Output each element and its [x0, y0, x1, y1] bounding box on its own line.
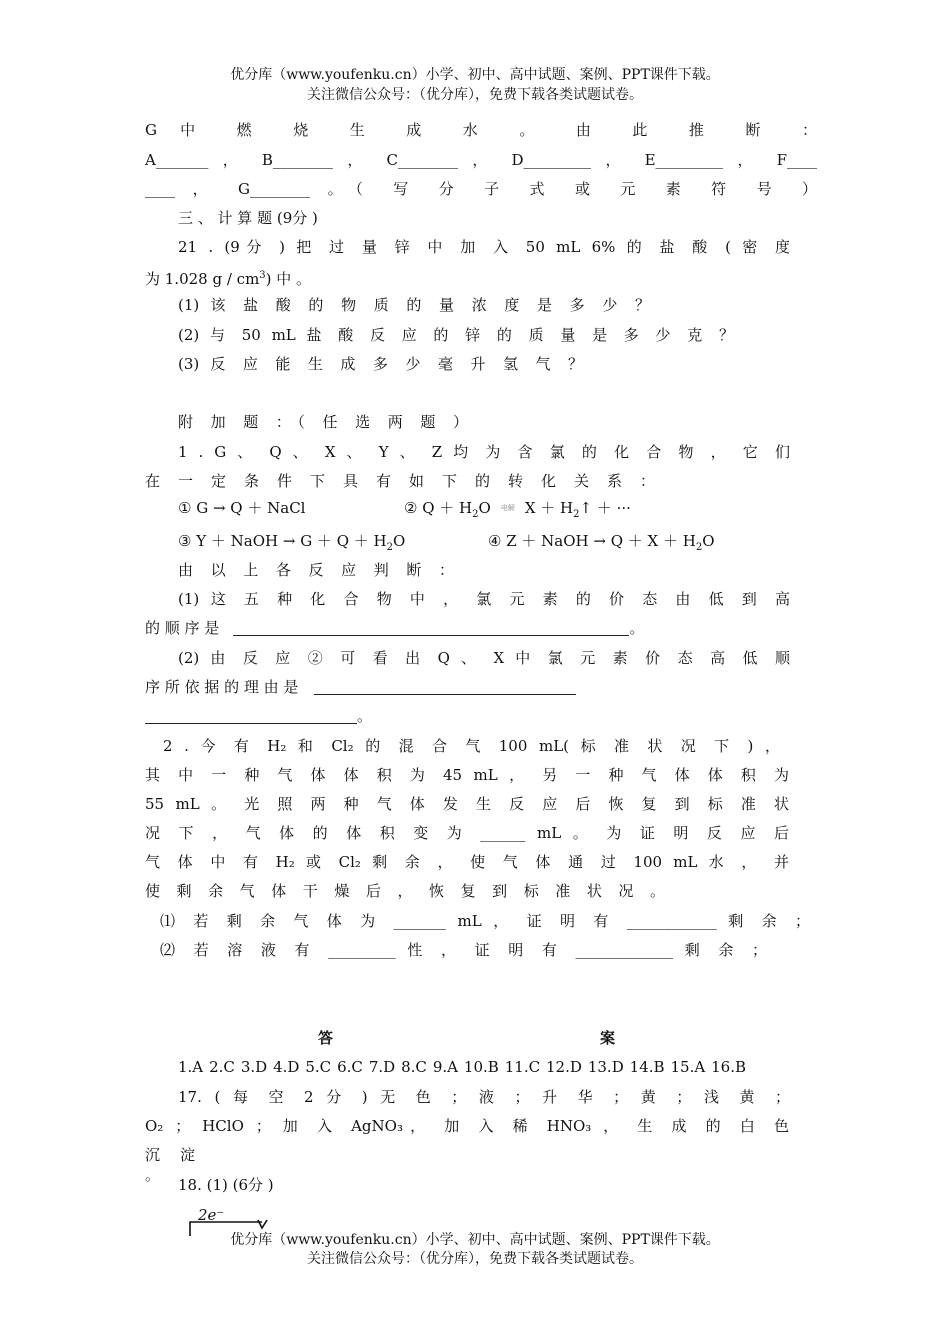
answer-17-line-1: 17. ( 每 空 2 分 ) 无 色 ； 液 ； 升 华 ； 黄 ； 浅 黄 ； [178, 1088, 790, 1106]
footer-line-1: 优分库（www.youfenku.cn）小学、初中、高中试题、案例、PPT课件下载。 [230, 1232, 720, 1248]
extra-p2-line-3: 55 mL 。 光 照 两 种 气 体 发 生 反 应 后 恢 复 到 标 准 状 [145, 795, 789, 813]
q21-sub-1: (1) 该 盐 酸 的 物 质 的 量 浓 度 是 多 少 ？ [178, 296, 650, 314]
q21-sub-3: (3) 反 应 能 生 成 多 少 毫 升 氢 气 ？ [178, 355, 583, 373]
extra-p2-line-7: ⑴ 若 剩 余 气 体 为 _______ mL ， 证 明 有 ____________ 剩 余 ； [160, 912, 810, 930]
extra-p2-line-6: 使 剩 余 气 体 干 燥 后 ， 恢 复 到 标 准 状 况 。 [145, 882, 665, 900]
reaction-2: ② $Q + H_2O$ 电解 $X + H_2↑$ ＋ ··· [404, 499, 631, 520]
extra-s2-line-2: 序 所 依 据 的 理 由 是 [145, 677, 817, 697]
section-3-title: 三 、 计 算 题 (9分 ) [178, 209, 318, 227]
extra-p2-line-2: 其 中 一 种 气 体 体 积 为 45 mL ， 另 一 种 气 体 体 积 为 [145, 766, 789, 784]
answers-title-left: 答 [318, 1029, 334, 1047]
extra-p2-line-1: 2 . 今 有 H₂ 和 Cl₂ 的 混 合 气 100 mL( 标 准 状 况 下 ) ， [163, 737, 780, 755]
answers-title-right: 案 [600, 1029, 616, 1047]
footer-line-2: 关注微信公众号：（优分库），免费下载各类试题试卷。 [307, 1251, 643, 1267]
reaction-line-1 [178, 498, 778, 518]
q21-line-2: 为 1.028 g / $cm^3$) 中 。 [145, 270, 312, 288]
extra-p2-line-8: ⑵ 若 溶 液 有 _________ 性 ， 证 明 有 _____________ 剩 余 ； [160, 941, 767, 959]
reaction-4: ④ Z ＋ NaOH → $Q + X + H_2O$ [488, 532, 715, 553]
extra-p1-line-2: 在 一 定 条 件 下 具 有 如 下 的 转 化 关 系 ： [145, 472, 655, 490]
extra-title: 附 加 题 ：（ 任 选 两 题 ） [178, 413, 468, 431]
extra-p1-line-1: 1 . G 、 Q 、 X 、 Y 、 Z 均 为 含 氯 的 化 合 物 ， 它 们 [178, 443, 790, 461]
electron-transfer-label: 2e⁻ [198, 1206, 225, 1224]
q21-sub-2: (2) 与 50 mL 盐 酸 反 应 的 锌 的 质 量 是 多 少 克 ？ [178, 326, 734, 344]
answer-blank [233, 619, 629, 636]
reaction-1: ① G → Q ＋ NaCl [178, 499, 306, 517]
reaction-line-2 [178, 531, 778, 558]
electrolysis-arrow: 电解 [500, 504, 515, 512]
header-line-1: 优分库（www.youfenku.cn）小学、初中、高中试题、案例、PPT课件下载。 [230, 67, 720, 83]
answer-blank [314, 678, 576, 695]
answer-blank [145, 707, 357, 724]
extra-p2-line-5: 气 体 中 有 H₂ 或 Cl₂ 剩 余 ， 使 气 体 通 过 100 mL 水 ， 并 [145, 853, 789, 871]
q21-line-1: 21 . (9分 ) 把 过 量 锌 中 加 入 50 mL 6% 的 盐 酸 ( 密 度 [178, 238, 790, 256]
answer-17-line-2: O₂ ； HClO ； 加 入 AgNO₃， 加 入 稀 HNO₃ ， 生 成 的 白 色 [145, 1117, 789, 1135]
extra-s2-line-1: (2) 由 反 应 ② 可 看 出 Q 、 X 中 氯 元 素 价 态 高 低 顺 [178, 649, 790, 667]
extra-p2-line-4: 况 下 ， 气 体 的 体 积 变 为 ______ mL 。 为 证 明 反 应 后 [145, 824, 789, 842]
extra-s2-line-3: 。 [145, 706, 817, 726]
q20-blanks-b: ____ ， G________ 。（ 写 分 子 式 或 元 素 符 号 ） [145, 180, 817, 198]
extra-s1-line-1: (1) 这 五 种 化 合 物 中 ， 氯 元 素 的 价 态 由 低 到 高 [178, 590, 790, 608]
reaction-3: ③ Y ＋ NaOH → $G + Q + H_2O$ [178, 532, 406, 553]
answer-18: 18. (1) (6分 ) [178, 1176, 274, 1194]
judge-line: 由 以 上 各 反 应 判 断 ： [178, 561, 454, 579]
answer-17-line-3: 沉 淀 。 [145, 1146, 195, 1184]
q20-line-1: G 中 燃 烧 生 成 水 。 由 此 推 断 ： [145, 121, 817, 139]
answers-mc: 1.A 2.C 3.D 4.D 5.C 6.C 7.D 8.C 9.A 10.B 11.C 12.D 13.D 14.B 15.A 16.B [178, 1058, 746, 1076]
q20-blanks-a: A_______ ， B________ ， C________ ， D_________ ， E_________ ， F____ [145, 151, 817, 169]
header-line-2: 关注微信公众号：（优分库），免费下载各类试题试卷。 [307, 87, 643, 103]
extra-s1-line-2: 的 顺 序 是 。 [145, 619, 645, 637]
